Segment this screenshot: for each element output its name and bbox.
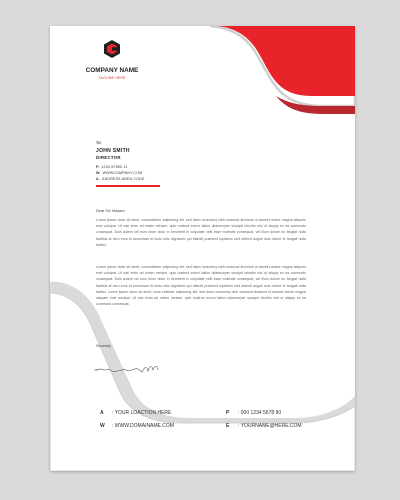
recipient-name: JOHN SMITH	[96, 148, 130, 154]
footer-phone-value: : 000 1234 5678 90	[238, 410, 282, 416]
footer-email-value: : YOURNAME@HERE.COM	[238, 423, 302, 429]
footer-email	[226, 423, 302, 429]
footer-phone-label: P	[226, 410, 230, 416]
letter-paragraph-2: Lorem ipsum dolor sit amet, consectetuer adipiscing elit, sed diam nonummy nibh euismod tincidunt ut laoreet dolore magna aliquam erat volutpat. Ut wisi enim ad minim veniam, quis nostrud exerci tation ullamcorper suscipit lobortis nisl ut aliquip ex ea commodo consequat. Duis autem vel eum iriure dolor in hendrerit in vulputate velit esse molestie consequat, vel illum dolore eu feugiat nulla facilisis at vero eros et accumsan et iusto odio dignissim qui blandit praesent luptatum zzril delenit augue duis dolore te feugait nulla facilisi. Lorem ipsum dolor sit amet, cons ectetuer adipiscing elit, sed diam nonummy nibh euismod tincidunt ut laoreet dolore magna aliquam erat volutpat. Ut wisi enim ad minim veniam, quis nostrud exerci tation ullamcorper suscipit lobortis nisl ut aliquip ex ea commodo consequat.	[96, 265, 306, 307]
footer-website	[100, 423, 174, 429]
footer-email-label: E	[226, 423, 230, 429]
recipient-website	[96, 171, 142, 175]
letterhead-decoration	[50, 26, 355, 471]
signature	[94, 361, 164, 375]
phone-label: P.	[96, 165, 100, 169]
letter-paragraph-1: Lorem ipsum dolor sit amet, consectetuer adipiscing elit, sed diam nonummy nibh euismod tincidunt ut laoreet dolore magna aliquam erat volutpat. Ut wisi enim ad minim veniam, quis nostrud exerci tation ullamcorper suscipit lobortis nisl ut aliquip ex ea commodo consequat. Duis autem vel eum iriure dolor in hendrerit in vulputate velit esse molestie consequat, vel illum dolore eu feugiat nulla facilisis at vero eros et accumsan et iusto odio dignissim qui blandit praesent luptatum zzril delenit augue duis dolore te feugait nulla facilisi.	[96, 218, 306, 247]
footer-address	[100, 410, 171, 416]
footer-website-label: W	[100, 423, 105, 429]
website-value: WWWCOMPANY.COM	[102, 171, 143, 175]
recipient-address	[96, 177, 145, 181]
red-divider	[96, 185, 160, 187]
address-value: ADDRESS AREA CODE	[102, 177, 145, 181]
hexagon-logo-icon	[104, 40, 120, 58]
top-red-band	[218, 26, 355, 96]
footer-address-value: : YOUR LOACTION HERE	[112, 410, 172, 416]
recipient-title: DIRECTOR	[96, 155, 121, 160]
website-label: W.	[96, 171, 101, 175]
footer-website-value: : WWW.DOMAINAME.COM	[112, 423, 174, 429]
company-tagline: TAGLINE HERE	[98, 76, 126, 80]
footer-address-label: A	[100, 410, 104, 416]
address-label: A.	[96, 177, 100, 181]
recipient-phone	[96, 165, 128, 169]
letter-greeting: Dear Sir/ Madam	[96, 209, 125, 213]
phone-value: 1234 67890 11	[101, 165, 128, 169]
footer-phone	[226, 410, 281, 416]
to-label: TO	[96, 141, 101, 145]
letterhead-page	[50, 26, 355, 471]
company-name: COMPANY NAME	[85, 67, 139, 74]
letter-closing: Sincerely	[96, 344, 111, 348]
